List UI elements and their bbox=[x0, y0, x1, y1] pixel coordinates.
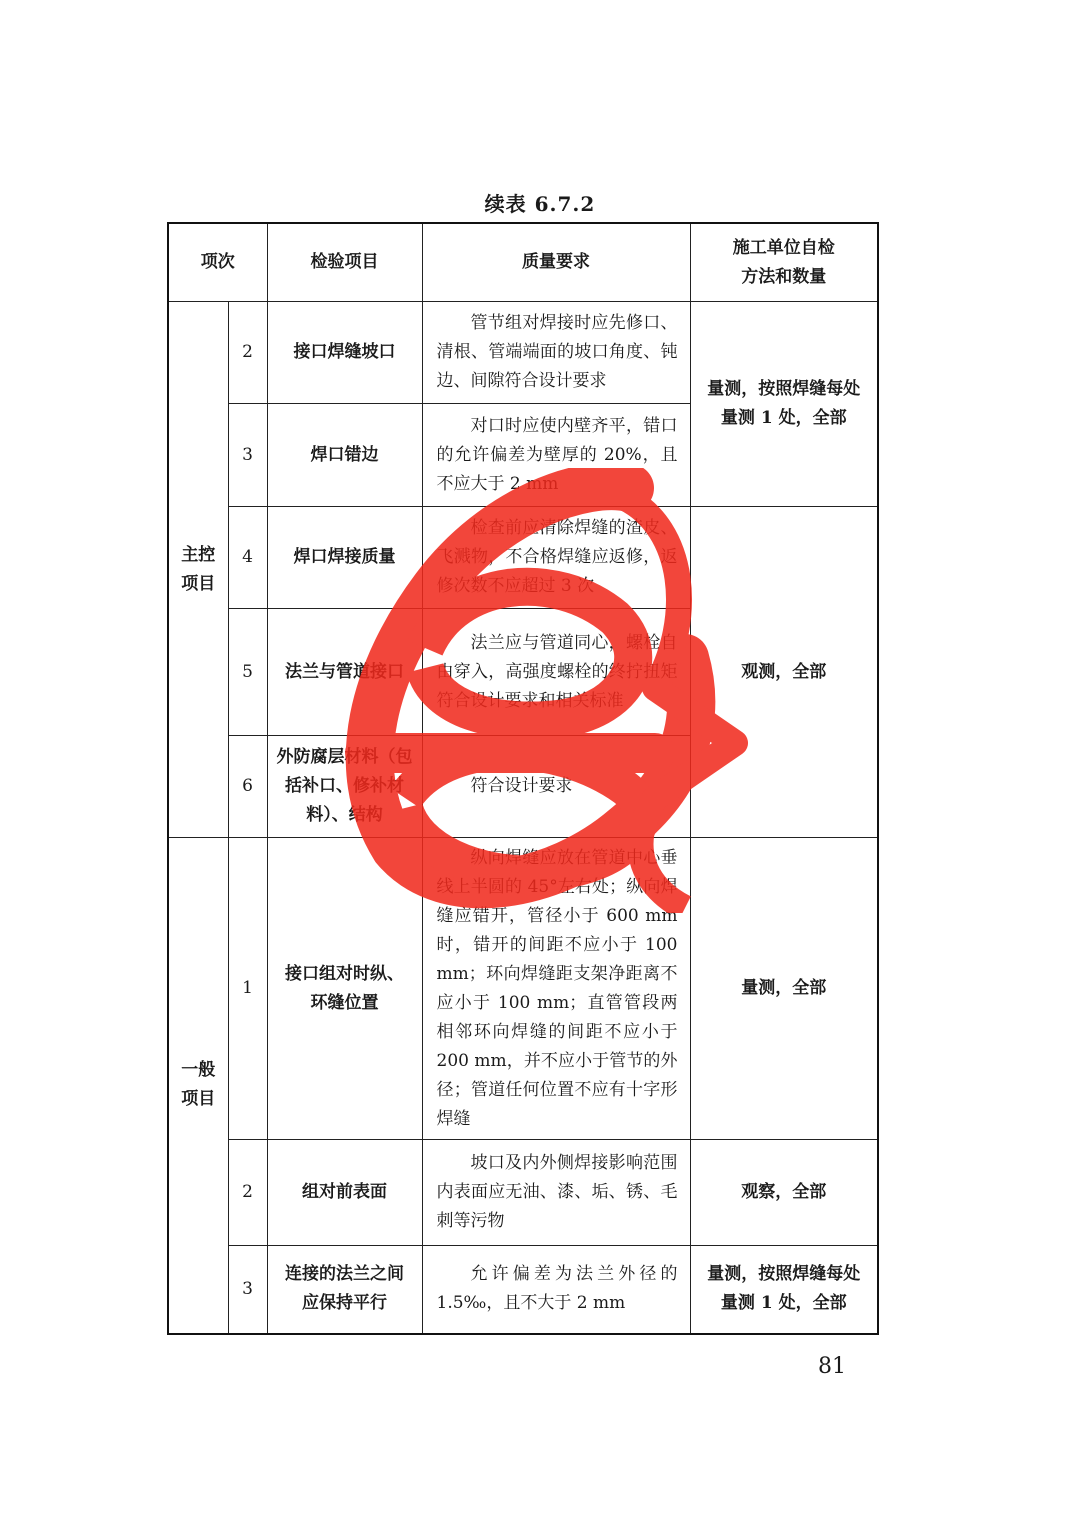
header-inspection-item: 检验项目 bbox=[267, 223, 422, 302]
row-number: 2 bbox=[228, 302, 267, 404]
row-method: 量测，全部 bbox=[690, 838, 878, 1140]
row-number: 2 bbox=[228, 1140, 267, 1246]
row-item: 连接的法兰之间应保持平行 bbox=[267, 1246, 422, 1334]
row-requirement: 纵向焊缝应放在管道中心垂线上半圆的 45°左右处；纵向焊缝应错开，管径小于 600 mm 时，错开的间距不应小于 100 mm；环向焊缝距支架净距离不应小于 100 mm；直管管段两相邻环向焊缝的间距不应小于 200 mm，并不应小于管节的外径；管道任何位置不应有十字形焊缝 bbox=[422, 838, 690, 1140]
row-requirement: 允许偏差为法兰外径的 1.5‰，且不大于 2 mm bbox=[422, 1246, 690, 1334]
table-row bbox=[168, 302, 878, 404]
table-caption: 续表 6.7.2 bbox=[484, 192, 596, 216]
table-row bbox=[168, 1140, 878, 1246]
table-header-row bbox=[168, 223, 878, 302]
row-number: 5 bbox=[228, 609, 267, 736]
row-requirement: 管节组对焊接时应先修口、清根、管端端面的坡口角度、钝边、间隙符合设计要求 bbox=[422, 302, 690, 404]
row-method: 量测，按照焊缝每处量测 1 处，全部 bbox=[690, 1246, 878, 1334]
row-item: 外防腐层材料（包括补口、修补材料）、结构 bbox=[267, 736, 422, 838]
row-number: 4 bbox=[228, 507, 267, 609]
inspection-table bbox=[167, 222, 879, 1335]
page-number: 81 bbox=[818, 1354, 846, 1379]
row-item: 焊口错边 bbox=[267, 404, 422, 507]
row-method: 量测，按照焊缝每处量测 1 处，全部 bbox=[690, 302, 878, 507]
row-number: 3 bbox=[228, 1246, 267, 1334]
row-number: 1 bbox=[228, 838, 267, 1140]
row-item: 焊口焊接质量 bbox=[267, 507, 422, 609]
group-main-control: 主控 项目 bbox=[168, 302, 228, 838]
row-number: 3 bbox=[228, 404, 267, 507]
header-quality-requirement: 质量要求 bbox=[422, 223, 690, 302]
row-item: 组对前表面 bbox=[267, 1140, 422, 1246]
row-number: 6 bbox=[228, 736, 267, 838]
row-method: 观察，全部 bbox=[690, 1140, 878, 1246]
table-row bbox=[168, 1246, 878, 1334]
row-requirement: 法兰应与管道同心，螺栓自由穿入，高强度螺栓的终拧扭矩符合设计要求和相关标准 bbox=[422, 609, 690, 736]
row-requirement: 检查前应清除焊缝的渣皮、飞溅物，不合格焊缝应返修，返修次数不应超过 3 次 bbox=[422, 507, 690, 609]
header-method bbox=[690, 223, 878, 302]
header-method-line2: 方法和数量 bbox=[741, 266, 827, 287]
row-item: 接口组对时纵、环缝位置 bbox=[267, 838, 422, 1140]
row-requirement: 坡口及内外侧焊接影响范围内表面应无油、漆、垢、锈、毛刺等污物 bbox=[422, 1140, 690, 1246]
table-row bbox=[168, 507, 878, 609]
row-item: 接口焊缝坡口 bbox=[267, 302, 422, 404]
row-method: 观测，全部 bbox=[690, 507, 878, 838]
row-requirement: 对口时应使内壁齐平，错口的允许偏差为壁厚的 20%，且不应大于 2 mm bbox=[422, 404, 690, 507]
row-item: 法兰与管道接口 bbox=[267, 609, 422, 736]
header-method-line1: 施工单位自检 bbox=[732, 237, 835, 258]
header-item-no: 项次 bbox=[168, 223, 267, 302]
table-row bbox=[168, 838, 878, 1140]
row-requirement: 符合设计要求 bbox=[422, 736, 690, 838]
group-general: 一般 项目 bbox=[168, 838, 228, 1334]
